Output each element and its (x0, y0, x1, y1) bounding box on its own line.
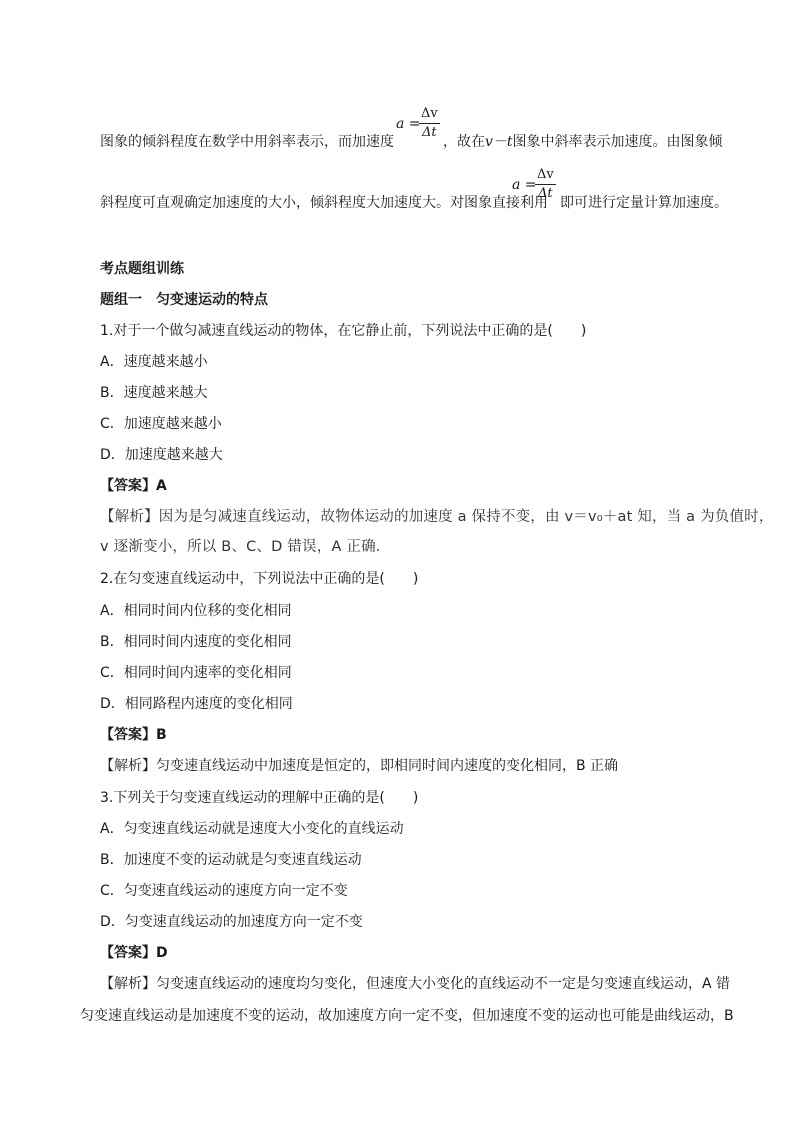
question-3-option-c: C．匀变速直线运动的速度方向一定不变 (100, 883, 348, 899)
question-3-option-d: D．匀变速直线运动的加速度方向一定不变 (100, 914, 363, 930)
question-3-option-a: A．匀变速直线运动就是速度大小变化的直线运动 (100, 821, 404, 837)
formula-numerator-2: Δv (537, 167, 554, 182)
formula-numerator-1: Δv (421, 106, 438, 121)
formula-fraction-2 (535, 167, 556, 202)
formula-lhs-1: a = (396, 116, 421, 132)
question-3-answer: 【答案】D (100, 945, 168, 961)
intro-line-2 (100, 194, 548, 212)
question-1-analysis-line-1: 【解析】因为是匀减速直线运动，故物体运动的加速度 a 保持不变，由 v＝v₀＋at 知，当 a 为负值时， (100, 509, 774, 525)
intro-line-2-text-b: 即可进行定量计算加速度。 (560, 195, 728, 211)
intro-line-2-rest (560, 194, 728, 212)
question-1-analysis-line-2: v 逐渐变小，所以 B、C、D 错误，A 正确． (100, 539, 391, 555)
question-1-option-b: B．速度越来越大 (100, 385, 208, 401)
question-2-answer: 【答案】B (100, 727, 167, 743)
intro-line-1-text-a: 图象的倾斜程度在数学中用斜率表示，而加速度 (100, 134, 394, 150)
fraction-bar-1 (419, 123, 440, 124)
section-title: 考点题组训练 (100, 261, 184, 277)
question-2-stem: 2.在匀变速直线运动中，下列说法中正确的是( ) (100, 571, 419, 587)
question-2-option-d: D．相同路程内速度的变化相同 (100, 696, 293, 712)
question-2-analysis: 【解析】匀变速直线运动中加速度是恒定的，即相同时间内速度的变化相同，B 正确 (100, 758, 619, 774)
question-2-option-c: C．相同时间内速率的变化相同 (100, 665, 292, 681)
intro-line-1 (100, 133, 394, 151)
question-3-analysis-line-1: 【解析】匀变速直线运动的速度均匀变化，但速度大小变化的直线运动不一定是匀变速直线运动，A 错 (100, 976, 731, 992)
question-1-option-a: A．速度越来越小 (100, 354, 208, 370)
question-1-option-c: C．加速度越来越小 (100, 416, 222, 432)
formula-denominator-1: Δt (422, 125, 437, 140)
question-1-answer: 【答案】A (100, 478, 167, 494)
question-1-option-d: D．加速度越来越大 (100, 447, 223, 463)
question-3-stem: 3.下列关于匀变速直线运动的理解中正确的是( ) (100, 790, 419, 806)
intro-line-2-text-a: 斜程度可直观确定加速度的大小，倾斜程度大加速度大。对图象直接利用 (100, 195, 548, 211)
formula-lhs-2: a = (512, 177, 537, 193)
group-title: 题组一 匀变速运动的特点 (100, 292, 268, 308)
vt-label: v－t (485, 134, 513, 150)
formula-denominator-2: Δt (538, 186, 553, 201)
fraction-bar-2 (535, 184, 556, 185)
question-3-option-b: B．加速度不变的运动就是匀变速直线运动 (100, 852, 362, 868)
intro-line-1-text-c: 图象中斜率表示加速度。由图象倾 (512, 134, 723, 150)
question-1-stem: 1.对于一个做匀减速直线运动的物体，在它静止前，下列说法中正确的是( ) (100, 323, 587, 339)
intro-line-1-rest (443, 133, 723, 151)
question-2-option-a: A．相同时间内位移的变化相同 (100, 603, 292, 619)
question-2-option-b: B．相同时间内速度的变化相同 (100, 634, 292, 650)
intro-line-1-text-b: ，故在 (443, 134, 485, 150)
question-3-analysis-line-2: 匀变速直线运动是加速度不变的运动，故加速度方向一定不变，但加速度不变的运动也可能是曲线运动，B (80, 1008, 734, 1024)
formula-fraction-1 (419, 106, 440, 141)
